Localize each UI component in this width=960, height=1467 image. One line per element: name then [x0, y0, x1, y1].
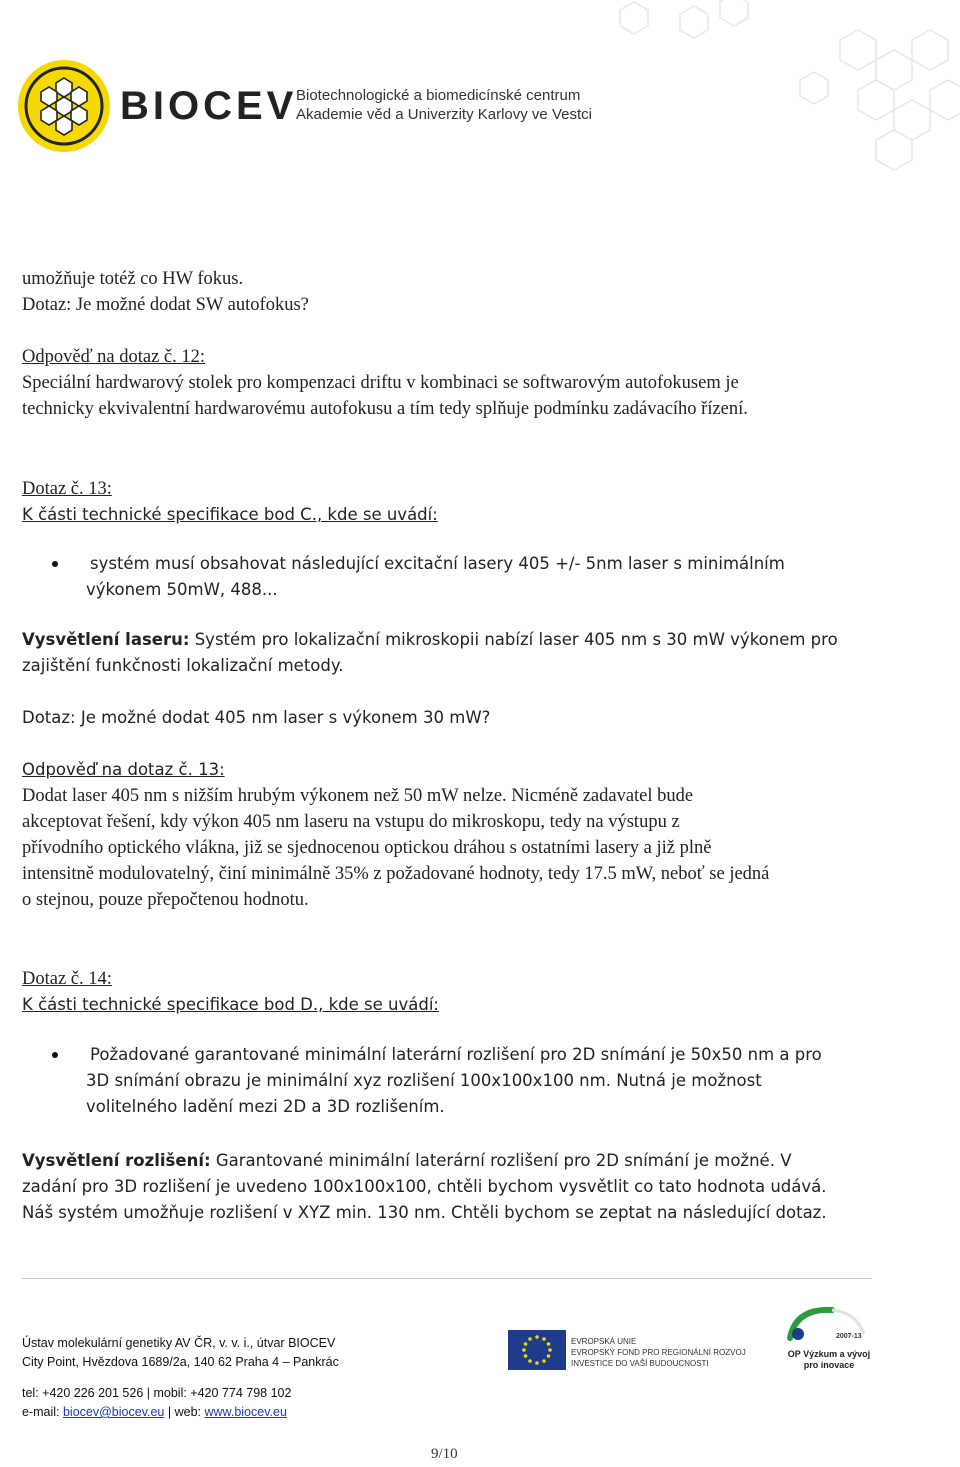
text-line: zajištění funkčnosti lokalizační metody.: [22, 656, 344, 675]
text-line: Dodat laser 405 nm s nižším hrubým výkonem než 50 mW nelze. Nicméně zadavatel bude: [22, 786, 694, 806]
biocev-hexagon-logo-icon: [16, 58, 112, 154]
brand-name: BIOCEV: [120, 84, 298, 128]
bullet-icon: [52, 561, 58, 567]
explanation-resolution: [22, 1148, 791, 1174]
explanation-text: Garantované minimální laterární rozlišení pro 2D snímání je možné. V: [210, 1151, 792, 1170]
text-line: výkonem 50mW, 488...: [86, 580, 278, 599]
footer-address: [22, 1334, 339, 1372]
text-line: technicky ekvivalentní hardwarovému autofokusu a tím tedy splňuje podmínku zadávacího řízení.: [22, 399, 748, 419]
answer-heading-12: Odpověď na dotaz č. 12:: [22, 347, 206, 367]
answer-heading-13: Odpověď na dotaz č. 13:: [22, 760, 225, 779]
footer-divider: [22, 1278, 872, 1279]
explanation-text: Systém pro lokalizační mikroskopii nabízí laser 405 nm s 30 mW výkonem pro: [189, 630, 838, 649]
explanation-laser: [22, 627, 838, 653]
footer-street: City Point, Hvězdova 1689/2a, 140 62 Praha 4 – Pankrác: [22, 1355, 339, 1369]
email-label: e-mail:: [22, 1405, 63, 1419]
bullet-icon: [52, 1052, 58, 1058]
tagline-line-2: Akademie věd a Univerzity Karlovy ve Vestci: [296, 106, 592, 123]
web-link[interactable]: www.biocev.eu: [204, 1405, 287, 1419]
op-program-name: [786, 1349, 872, 1371]
question-heading-13: Dotaz č. 13:: [22, 479, 112, 499]
footer-contact: [22, 1384, 291, 1422]
text-line: o stejnou, pouze přepočtenou hodnotu.: [22, 890, 309, 910]
brand-tagline: [296, 86, 592, 124]
explanation-label: Vysvětlení laseru:: [22, 630, 190, 649]
op-line-2: pro inovace: [803, 1360, 855, 1370]
explanation-label: Vysvětlení rozlišení:: [22, 1151, 211, 1170]
text-line: umožňuje totéž co HW fokus.: [22, 269, 244, 289]
eu-line-3: INVESTICE DO VAŠÍ BUDOUCNOSTI: [571, 1359, 709, 1368]
text-line: přívodního optického vlákna, již se sjednocenou optickou dráhou s ostatními lasery a již plně: [22, 838, 712, 858]
op-years: 2007-13: [836, 1333, 862, 1340]
eu-fund-text: [571, 1336, 746, 1369]
question-text: Dotaz: Je možné dodat 405 nm laser s výkonem 30 mW?: [22, 708, 491, 727]
question-text: Dotaz: Je možné dodat SW autofokus?: [22, 295, 309, 315]
spec-reference-c: K části technické specifikace bod C., kde se uvádí:: [22, 505, 438, 524]
text-line: 3D snímání obrazu je minimální xyz rozlišení 100x100x100 nm. Nutná je možnost: [86, 1071, 762, 1090]
page-number: 9/10: [431, 1446, 458, 1462]
text-line: Speciální hardwarový stolek pro kompenzaci driftu v kombinaci se softwarovým autofokusem je: [22, 373, 739, 393]
eu-line-1: EVROPSKÁ UNIE: [571, 1337, 637, 1346]
text-line: systém musí obsahovat následující excitační lasery 405 +/- 5nm laser s minimálním: [90, 554, 785, 573]
question-heading-14: Dotaz č. 14:: [22, 969, 112, 989]
web-label: | web:: [164, 1405, 205, 1419]
footer-links: [22, 1403, 291, 1422]
spec-reference-d: K části technické specifikace bod D., kde se uvádí:: [22, 995, 439, 1014]
text-line: Požadované garantované minimální laterární rozlišení pro 2D snímání je 50x50 nm a pro: [90, 1045, 822, 1064]
op-line-1: OP Výzkum a vývoj: [787, 1349, 871, 1359]
text-line: volitelného ladění mezi 2D a 3D rozlišením.: [86, 1097, 445, 1116]
footer-phones: tel: +420 226 201 526 | mobil: +420 774 798 102: [22, 1386, 292, 1400]
text-line: akceptovat řešení, kdy výkon 405 nm laseru na vstupu do mikroskopu, tedy na výstupu z: [22, 812, 680, 832]
text-line: zadání pro 3D rozlišení je uvedeno 100x100x100, chtěli bychom vysvětlit co tato hodnota udává.: [22, 1177, 827, 1196]
text-line: intensitně modulovatelný, činí minimálně 35% z požadované hodnoty, tedy 17.5 mW, neboť se jedná: [22, 864, 770, 884]
eu-flag-icon: [508, 1330, 566, 1370]
eu-line-2: EVROPSKÝ FOND PRO REGIONÁLNÍ ROZVOJ: [571, 1348, 746, 1357]
tagline-line-1: Biotechnologické a biomedicínské centrum: [296, 87, 581, 104]
text-line: Náš systém umožňuje rozlišení v XYZ min. 130 nm. Chtěli bychom se zeptat na následující dotaz.: [22, 1203, 827, 1222]
email-link[interactable]: biocev@biocev.eu: [62, 1405, 165, 1419]
footer-org: Ústav molekulární genetiky AV ČR, v. v. i., útvar BIOCEV: [22, 1336, 336, 1350]
